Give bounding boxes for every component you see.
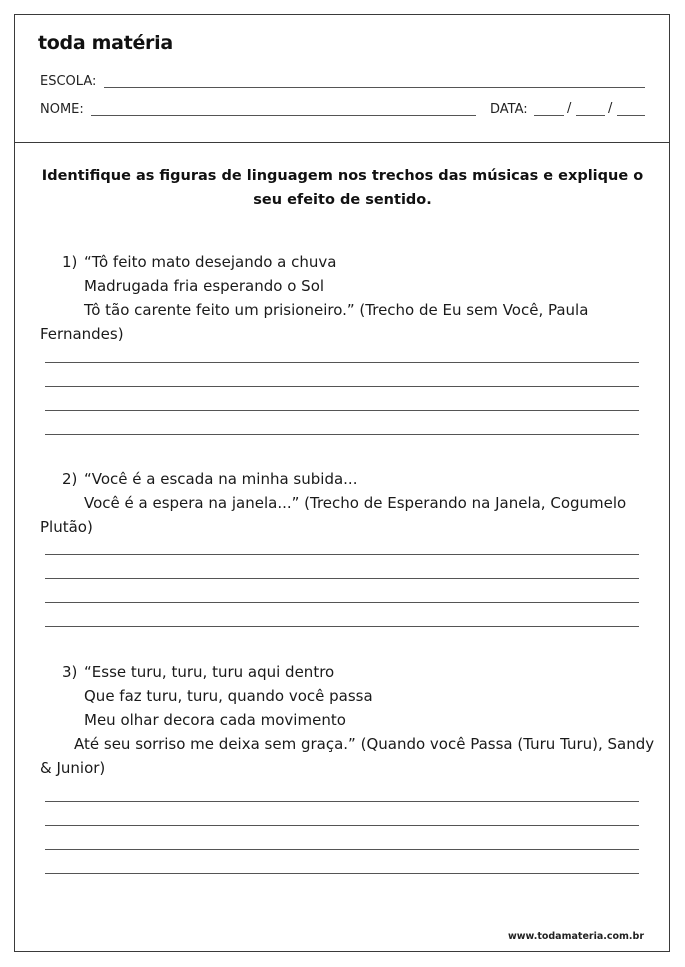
- answer-line[interactable]: [45, 554, 639, 555]
- question-text-line: “Tô feito mato desejando a chuva: [84, 253, 337, 271]
- instruction: [40, 164, 645, 212]
- date-day-field[interactable]: [534, 115, 564, 116]
- question-text-line: Plutão): [40, 518, 93, 536]
- date-month-field[interactable]: [576, 115, 605, 116]
- answer-line[interactable]: [45, 434, 639, 435]
- question-text-line: Tô tão carente feito um prisioneiro.” (Trecho de Eu sem Você, Paula: [84, 301, 589, 319]
- question-number: 3): [62, 663, 78, 681]
- name-label: NOME:: [40, 102, 84, 117]
- answer-line[interactable]: [45, 386, 639, 387]
- school-field[interactable]: [104, 87, 645, 88]
- question-text-line: “Esse turu, turu, turu aqui dentro: [84, 663, 335, 681]
- answer-line[interactable]: [45, 801, 639, 802]
- question-text-line: Meu olhar decora cada movimento: [84, 711, 346, 729]
- answer-line[interactable]: [45, 825, 639, 826]
- answer-line[interactable]: [45, 410, 639, 411]
- date-label: DATA:: [490, 102, 528, 117]
- date-separator: /: [608, 101, 613, 116]
- question-text-line: “Você é a escada na minha subida...: [84, 470, 358, 488]
- answer-line[interactable]: [45, 873, 639, 874]
- answer-line[interactable]: [45, 362, 639, 363]
- header-divider: [14, 142, 670, 143]
- answer-line[interactable]: [45, 578, 639, 579]
- question-text-line: Madrugada fria esperando o Sol: [84, 277, 325, 295]
- question-text-line: Fernandes): [40, 325, 124, 343]
- name-field[interactable]: [91, 115, 476, 116]
- date-separator: /: [567, 101, 572, 116]
- instruction-line: Identifique as figuras de linguagem nos trechos das músicas e explique o: [41, 168, 644, 184]
- question-number: 2): [62, 470, 78, 488]
- question-text-line: & Junior): [40, 759, 106, 777]
- logo: toda matéria: [38, 32, 173, 54]
- answer-line[interactable]: [45, 849, 639, 850]
- instruction-line: seu efeito de sentido.: [253, 192, 432, 208]
- question-text-line: Que faz turu, turu, quando você passa: [84, 687, 373, 705]
- question-text-line: Até seu sorriso me deixa sem graça.” (Quando você Passa (Turu Turu), Sandy: [74, 735, 655, 753]
- footer-url: www.todamateria.com.br: [507, 931, 644, 942]
- answer-line[interactable]: [45, 626, 639, 627]
- question-number: 1): [62, 253, 78, 271]
- question-text-line: Você é a espera na janela...” (Trecho de Esperando na Janela, Cogumelo: [84, 494, 627, 512]
- date-year-field[interactable]: [617, 115, 645, 116]
- answer-line[interactable]: [45, 602, 639, 603]
- school-label: ESCOLA:: [40, 74, 97, 89]
